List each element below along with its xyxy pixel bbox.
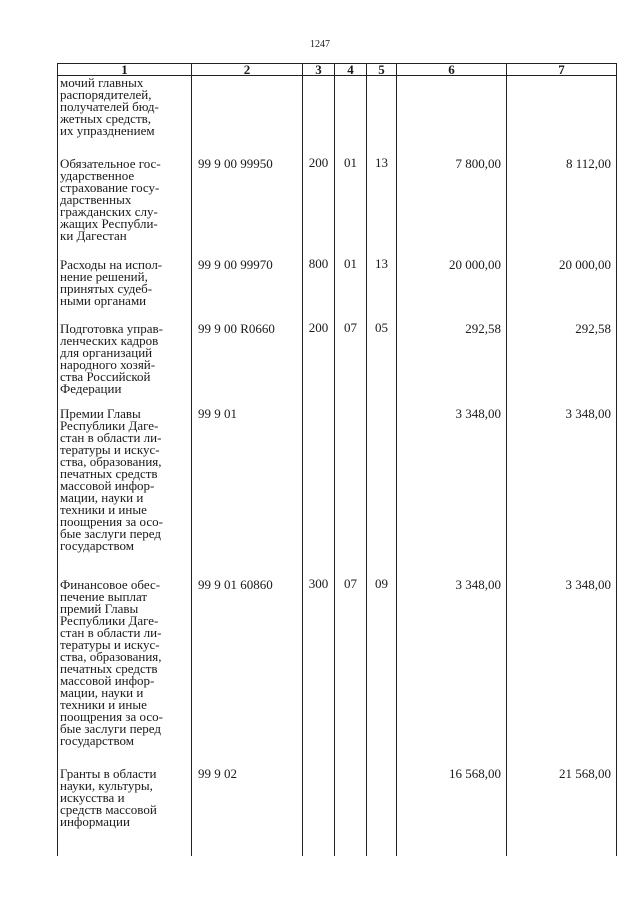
row-col5: 13 [367, 157, 397, 258]
row-code [192, 76, 303, 158]
row-name: Обязательное гос- ударственное страхование госу- дарственных гражданских слу- жащих Республи- ки Дагестан [58, 157, 192, 258]
row-code: 99 9 02 [192, 767, 303, 856]
table-row [58, 322, 617, 407]
row-name: Подготовка управ- ленческих кадров для организаций народного хозяй- ства Российской Федерации [58, 322, 192, 407]
row-col3 [303, 407, 335, 578]
table-row [58, 76, 617, 158]
row-amount-7: 8 112,00 [507, 157, 617, 258]
row-amount-7: 3 348,00 [507, 578, 617, 767]
row-amount-6: 292,58 [397, 322, 507, 407]
row-col3 [303, 76, 335, 158]
row-code: 99 9 01 60860 [192, 578, 303, 767]
row-amount-6: 3 348,00 [397, 578, 507, 767]
row-col5 [367, 767, 397, 856]
table-row [58, 157, 617, 258]
row-col3: 200 [303, 157, 335, 258]
row-col4: 07 [335, 578, 367, 767]
row-code: 99 9 00 99970 [192, 258, 303, 322]
column-header-3: 3 [303, 64, 335, 76]
column-header-1: 1 [58, 64, 192, 76]
row-col4: 01 [335, 157, 367, 258]
row-amount-6: 7 800,00 [397, 157, 507, 258]
table-row [58, 407, 617, 578]
column-header-5: 5 [367, 64, 397, 76]
row-code: 99 9 01 [192, 407, 303, 578]
table-row [58, 767, 617, 856]
row-col5: 05 [367, 322, 397, 407]
column-header-7: 7 [507, 64, 617, 76]
column-header-4: 4 [335, 64, 367, 76]
row-amount-7: 21 568,00 [507, 767, 617, 856]
row-amount-6: 20 000,00 [397, 258, 507, 322]
row-name: Премии Главы Республики Даге- стан в области ли- тературы и искус- ства, образования, печатных средств массовой инфор- мации, науки и техники и иные поощрения за осо- бые заслуги перед государством [58, 407, 192, 578]
row-col5 [367, 407, 397, 578]
row-col3 [303, 767, 335, 856]
row-col3: 200 [303, 322, 335, 407]
table-row [58, 578, 617, 767]
row-col5: 13 [367, 258, 397, 322]
row-amount-6 [397, 76, 507, 158]
row-col4 [335, 767, 367, 856]
table-header-row [58, 64, 617, 76]
row-amount-7: 292,58 [507, 322, 617, 407]
row-col4 [335, 407, 367, 578]
row-name: Расходы на испол- нение решений, принятых судеб- ными органами [58, 258, 192, 322]
row-amount-7: 20 000,00 [507, 258, 617, 322]
column-header-2: 2 [192, 64, 303, 76]
row-col4: 07 [335, 322, 367, 407]
row-col5 [367, 76, 397, 158]
row-code: 99 9 00 99950 [192, 157, 303, 258]
row-col5: 09 [367, 578, 397, 767]
row-name: Гранты в области науки, культуры, искусства и средств массовой информации [58, 767, 192, 856]
row-amount-6: 3 348,00 [397, 407, 507, 578]
column-header-6: 6 [397, 64, 507, 76]
row-col3: 300 [303, 578, 335, 767]
row-amount-6: 16 568,00 [397, 767, 507, 856]
row-name: Финансовое обес- печение выплат премий Главы Республики Даге- стан в области ли- тературы и искус- ства, образования, печатных средств массовой инфор- мации, науки и техники и иные поощрения за осо- бые заслуги перед государством [58, 578, 192, 767]
table-row [58, 258, 617, 322]
row-name: мочий главных распорядителей, получателей бюд- жетных средств, их упразднением [58, 76, 192, 158]
budget-table [57, 63, 617, 856]
row-code: 99 9 00 R0660 [192, 322, 303, 407]
page-number: 1247 [310, 39, 330, 50]
row-col4: 01 [335, 258, 367, 322]
row-amount-7: 3 348,00 [507, 407, 617, 578]
row-col3: 800 [303, 258, 335, 322]
row-amount-7 [507, 76, 617, 158]
row-col4 [335, 76, 367, 158]
